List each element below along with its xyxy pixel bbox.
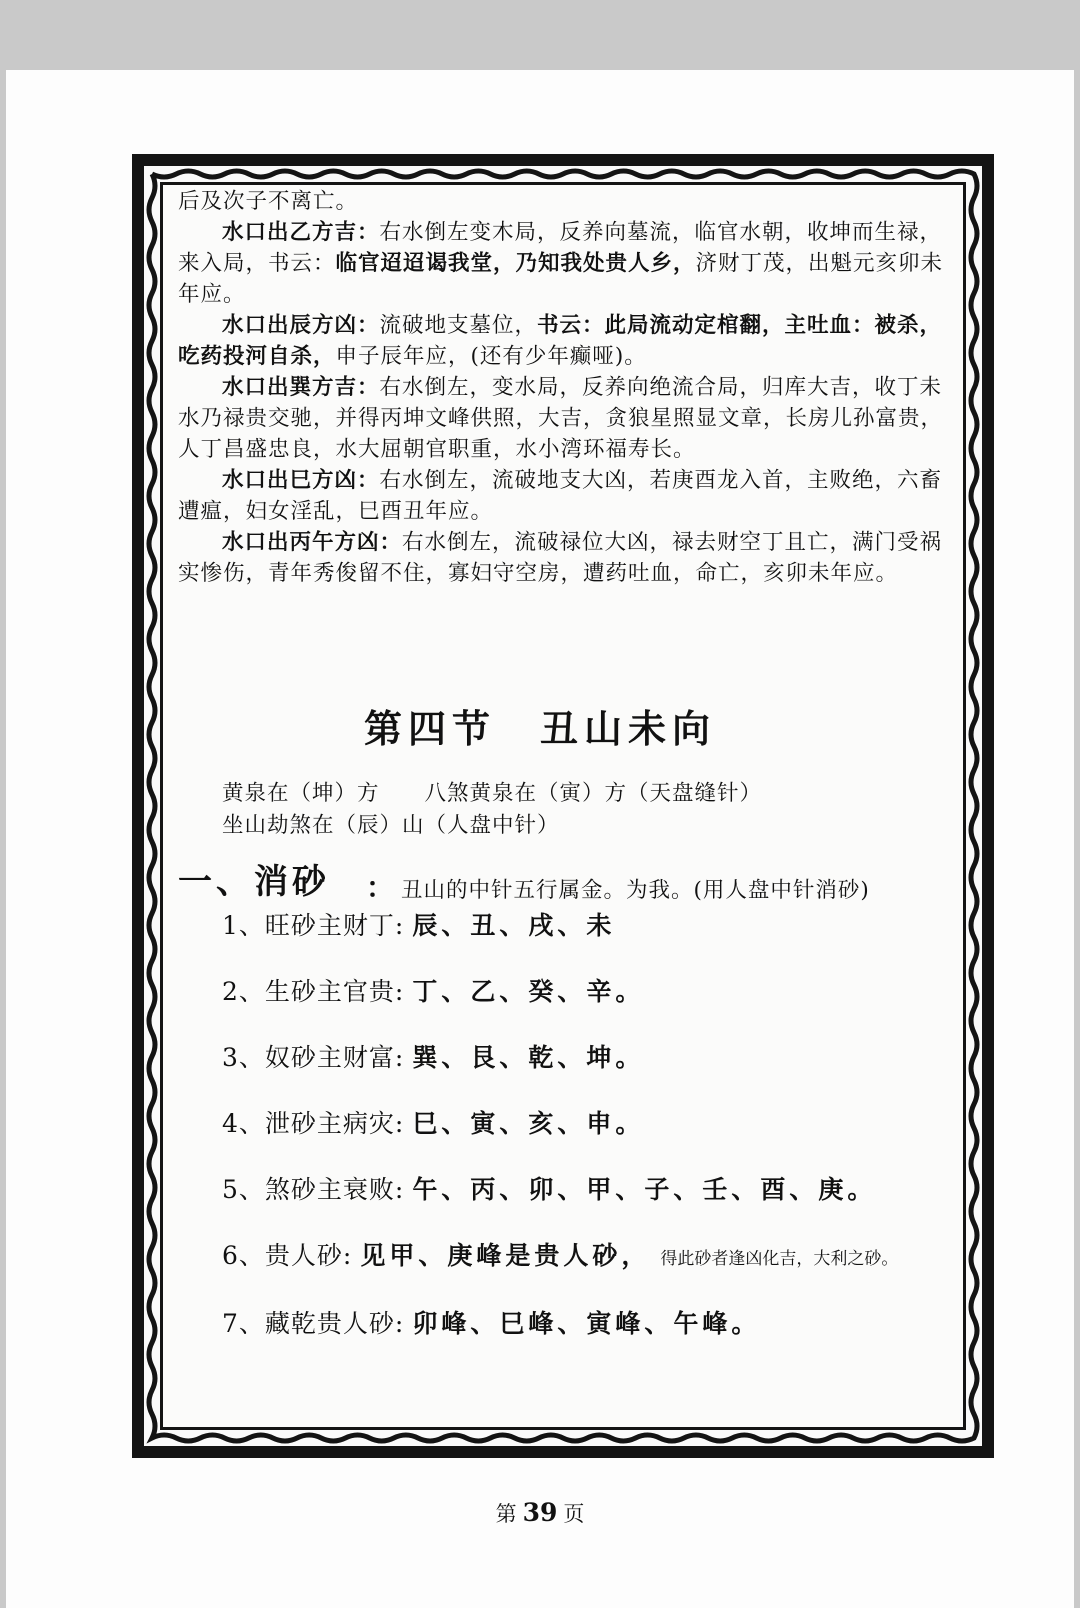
paragraph-text: 济财丁茂，出魁元亥卯未年应。 <box>178 251 944 307</box>
section-title: 第四节 丑山未向 <box>363 706 716 751</box>
paragraph <box>178 465 954 527</box>
list-item <box>222 1104 644 1140</box>
xiaosha-colon: ： <box>366 871 396 904</box>
paragraph <box>178 217 954 310</box>
paragraph-label: 水口出巽方吉： <box>222 375 380 400</box>
paragraph <box>178 527 954 589</box>
paragraph-text-bold: 书云：此局流动定棺翻，主吐血：被杀，吃药投河自杀， <box>178 313 943 369</box>
paragraph-text: 右水倒左变木局，反养向墓流，临官水朝，收坤而生禄，来入局，书云： <box>178 220 943 276</box>
item-note: 得此砂者逢凶化吉，大利之砂。 <box>660 1249 899 1269</box>
paragraph-text: 右水倒左，流破地支大凶，若庚酉龙入首，主败绝，六畜遭瘟，妇女淫乱，巳酉丑年应。 <box>178 468 943 524</box>
xiaosha-heading: 一、消砂 <box>178 862 330 902</box>
page-number <box>0 1498 1080 1528</box>
section-subtitle: 坐山劫煞在（辰）山（人盘中针） <box>222 813 560 838</box>
paragraph-label: 水口出辰方凶： <box>222 313 380 338</box>
item-label: 3、奴砂主财富: <box>222 1043 405 1072</box>
list-item <box>222 972 644 1008</box>
xiaosha-description <box>366 866 870 906</box>
paragraph <box>178 372 954 465</box>
item-label: 6、贵人砂: <box>222 1241 353 1270</box>
page-number-suffix: 页 <box>563 1502 585 1526</box>
list-item <box>222 1038 644 1074</box>
list-item <box>222 1170 876 1206</box>
item-values: 巳、寅、亥、申。 <box>412 1109 645 1138</box>
item-values: 丁、乙、癸、辛。 <box>412 977 645 1006</box>
item-values: 见甲、庚峰是贵人砂， <box>360 1241 651 1270</box>
paragraph-text: 申子辰年应，(还有少年癫哑)。 <box>335 344 647 369</box>
list-item <box>222 906 615 942</box>
item-label: 5、煞砂主衰败: <box>222 1175 405 1204</box>
paragraph-text: 右水倒左，变水局，反养向绝流合局，归库大吉，收丁未水乃禄贵交驰，并得丙坤文峰供照，大吉，贪狼星照显文章，长房儿孙富贵，人丁昌盛忠良，水大屈朝官职重，水小湾环福寿长。 <box>178 375 944 462</box>
paragraph <box>178 310 954 372</box>
text-body <box>178 186 954 589</box>
page-number-value: 39 <box>522 1498 558 1527</box>
xiaosha-text: 丑山的中针五行属金。为我。(用人盘中针消砂) <box>401 878 870 903</box>
paragraph-text: 右水倒左，流破禄位大凶，禄去财空丁且亡，满门受祸实惨伤，青年秀俊留不住，寡妇守空房，遭药吐血，命亡，亥卯未年应。 <box>178 530 943 586</box>
paragraph-label: 水口出丙午方凶： <box>222 530 403 555</box>
item-values: 卯峰、巳峰、寅峰、午峰。 <box>412 1309 761 1338</box>
item-label: 7、藏乾贵人砂: <box>222 1309 405 1338</box>
item-label: 4、泄砂主病灾: <box>222 1109 405 1138</box>
paragraph-label: 水口出巳方凶： <box>222 468 380 493</box>
item-values: 巽、艮、乾、坤。 <box>412 1043 645 1072</box>
item-label: 2、生砂主官贵: <box>222 977 405 1006</box>
paragraph-text-bold: 临官迢迢谒我堂，乃知我处贵人乡， <box>335 251 696 276</box>
page-number-prefix: 第 <box>495 1502 517 1526</box>
paragraph: 后及次子不离亡。 <box>178 189 359 214</box>
list-item <box>222 1304 760 1340</box>
item-values: 午、丙、卯、甲、子、壬、酉、庚。 <box>412 1175 877 1204</box>
paragraph-label: 水口出乙方吉： <box>222 220 380 245</box>
paragraph-text: 流破地支墓位， <box>379 313 538 338</box>
list-item <box>222 1236 898 1272</box>
item-label: 1、旺砂主财丁: <box>222 911 405 940</box>
section-subtitle: 黄泉在（坤）方 八煞黄泉在（寅）方（天盘缝针） <box>222 781 763 806</box>
item-values: 辰、丑、戌、未 <box>412 911 616 940</box>
